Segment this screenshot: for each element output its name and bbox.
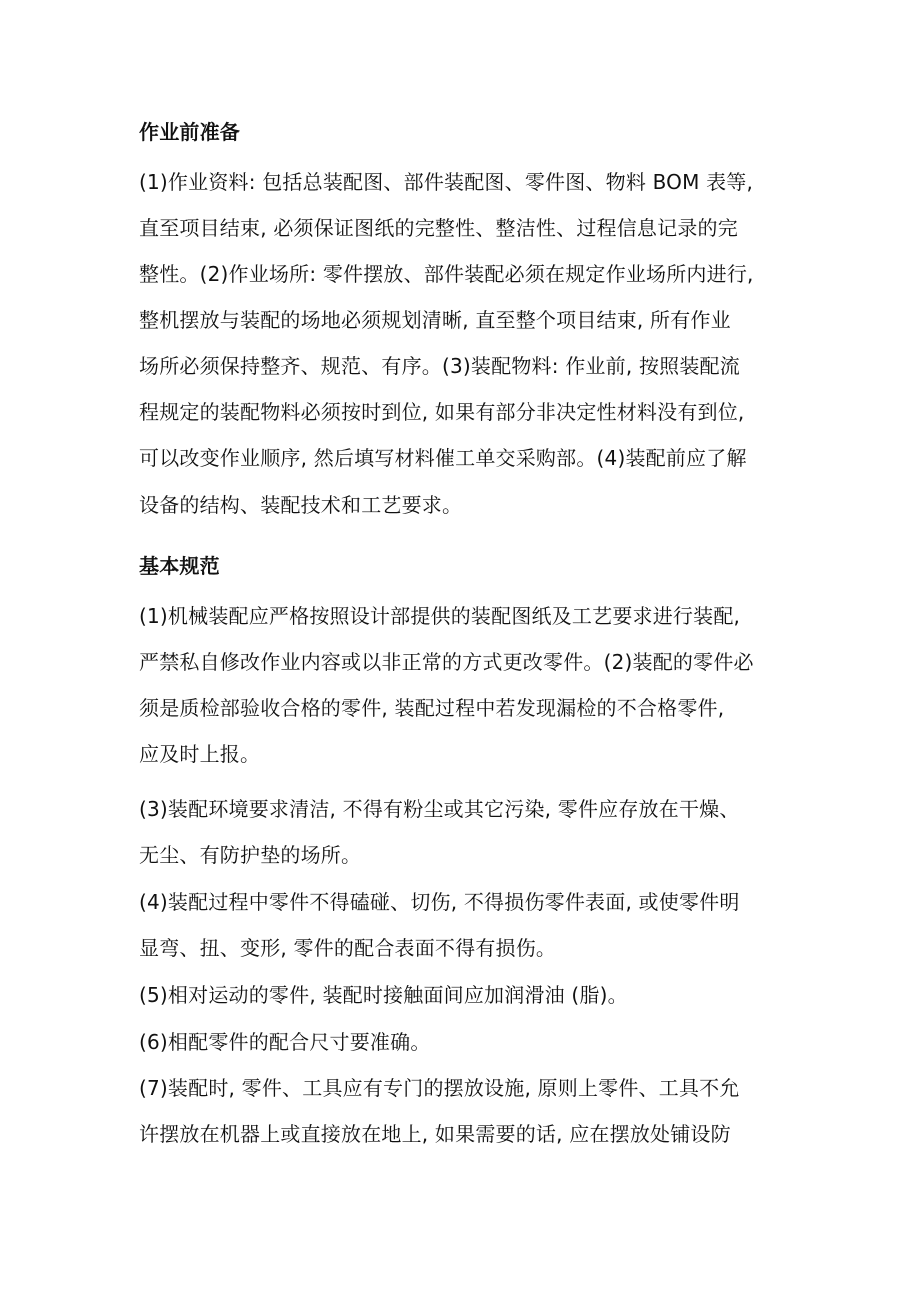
paragraph-line: (3)装配环境要求清洁, 不得有粉尘或其它污染, 零件应存放在干燥、 [139, 797, 740, 821]
paragraph-line: (7)装配时, 零件、工具应有专门的摆放设施, 原则上零件、工具不允 [139, 1076, 740, 1100]
paragraph-line: 直至项目结束, 必须保证图纸的完整性、整洁性、过程信息记录的完 [139, 216, 738, 240]
section-heading-preparation: 作业前准备 [139, 120, 240, 144]
paragraph-line: 许摆放在机器上或直接放在地上, 如果需要的话, 应在摆放处铺设防 [139, 1122, 731, 1146]
paragraph-line: 场所必须保持整齐、规范、有序。(3)装配物料: 作业前, 按照装配流 [139, 354, 740, 378]
paragraph-line: 严禁私自修改作业内容或以非正常的方式更改零件。(2)装配的零件必 [139, 650, 754, 674]
paragraph-line: 可以改变作业顺序, 然后填写材料催工单交采购部。(4)装配前应了解 [139, 446, 747, 470]
paragraph-line: 应及时上报。 [139, 742, 261, 766]
section-heading-basic-rules: 基本规范 [139, 554, 220, 578]
paragraph-line: (1)机械装配应严格按照设计部提供的装配图纸及工艺要求进行装配, [139, 604, 741, 628]
paragraph-line: (5)相对运动的零件, 装配时接触面间应加润滑油 (脂)。 [139, 983, 628, 1007]
paragraph-line: 须是质检部验收合格的零件, 装配过程中若发现漏检的不合格零件, [139, 696, 725, 720]
paragraph-line: 整性。(2)作业场所: 零件摆放、部件装配必须在规定作业场所内进行, [139, 262, 754, 286]
paragraph-line: (1)作业资料: 包括总装配图、部件装配图、零件图、物料 BOM 表等, [139, 170, 754, 194]
paragraph-line: 整机摆放与装配的场地必须规划清晰, 直至整个项目结束, 所有作业 [139, 308, 731, 332]
paragraph-line: (4)装配过程中零件不得磕碰、切伤, 不得损伤零件表面, 或使零件明 [139, 890, 740, 914]
paragraph-line: 显弯、扭、变形, 零件的配合表面不得有损伤。 [139, 936, 557, 960]
paragraph-line: 程规定的装配物料必须按时到位, 如果有部分非决定性材料没有到位, [139, 400, 745, 424]
paragraph-line: 无尘、有防护垫的场所。 [139, 843, 362, 867]
paragraph-line: (6)相配零件的配合尺寸要准确。 [139, 1030, 431, 1054]
paragraph-line: 设备的结构、装配技术和工艺要求。 [139, 493, 463, 517]
